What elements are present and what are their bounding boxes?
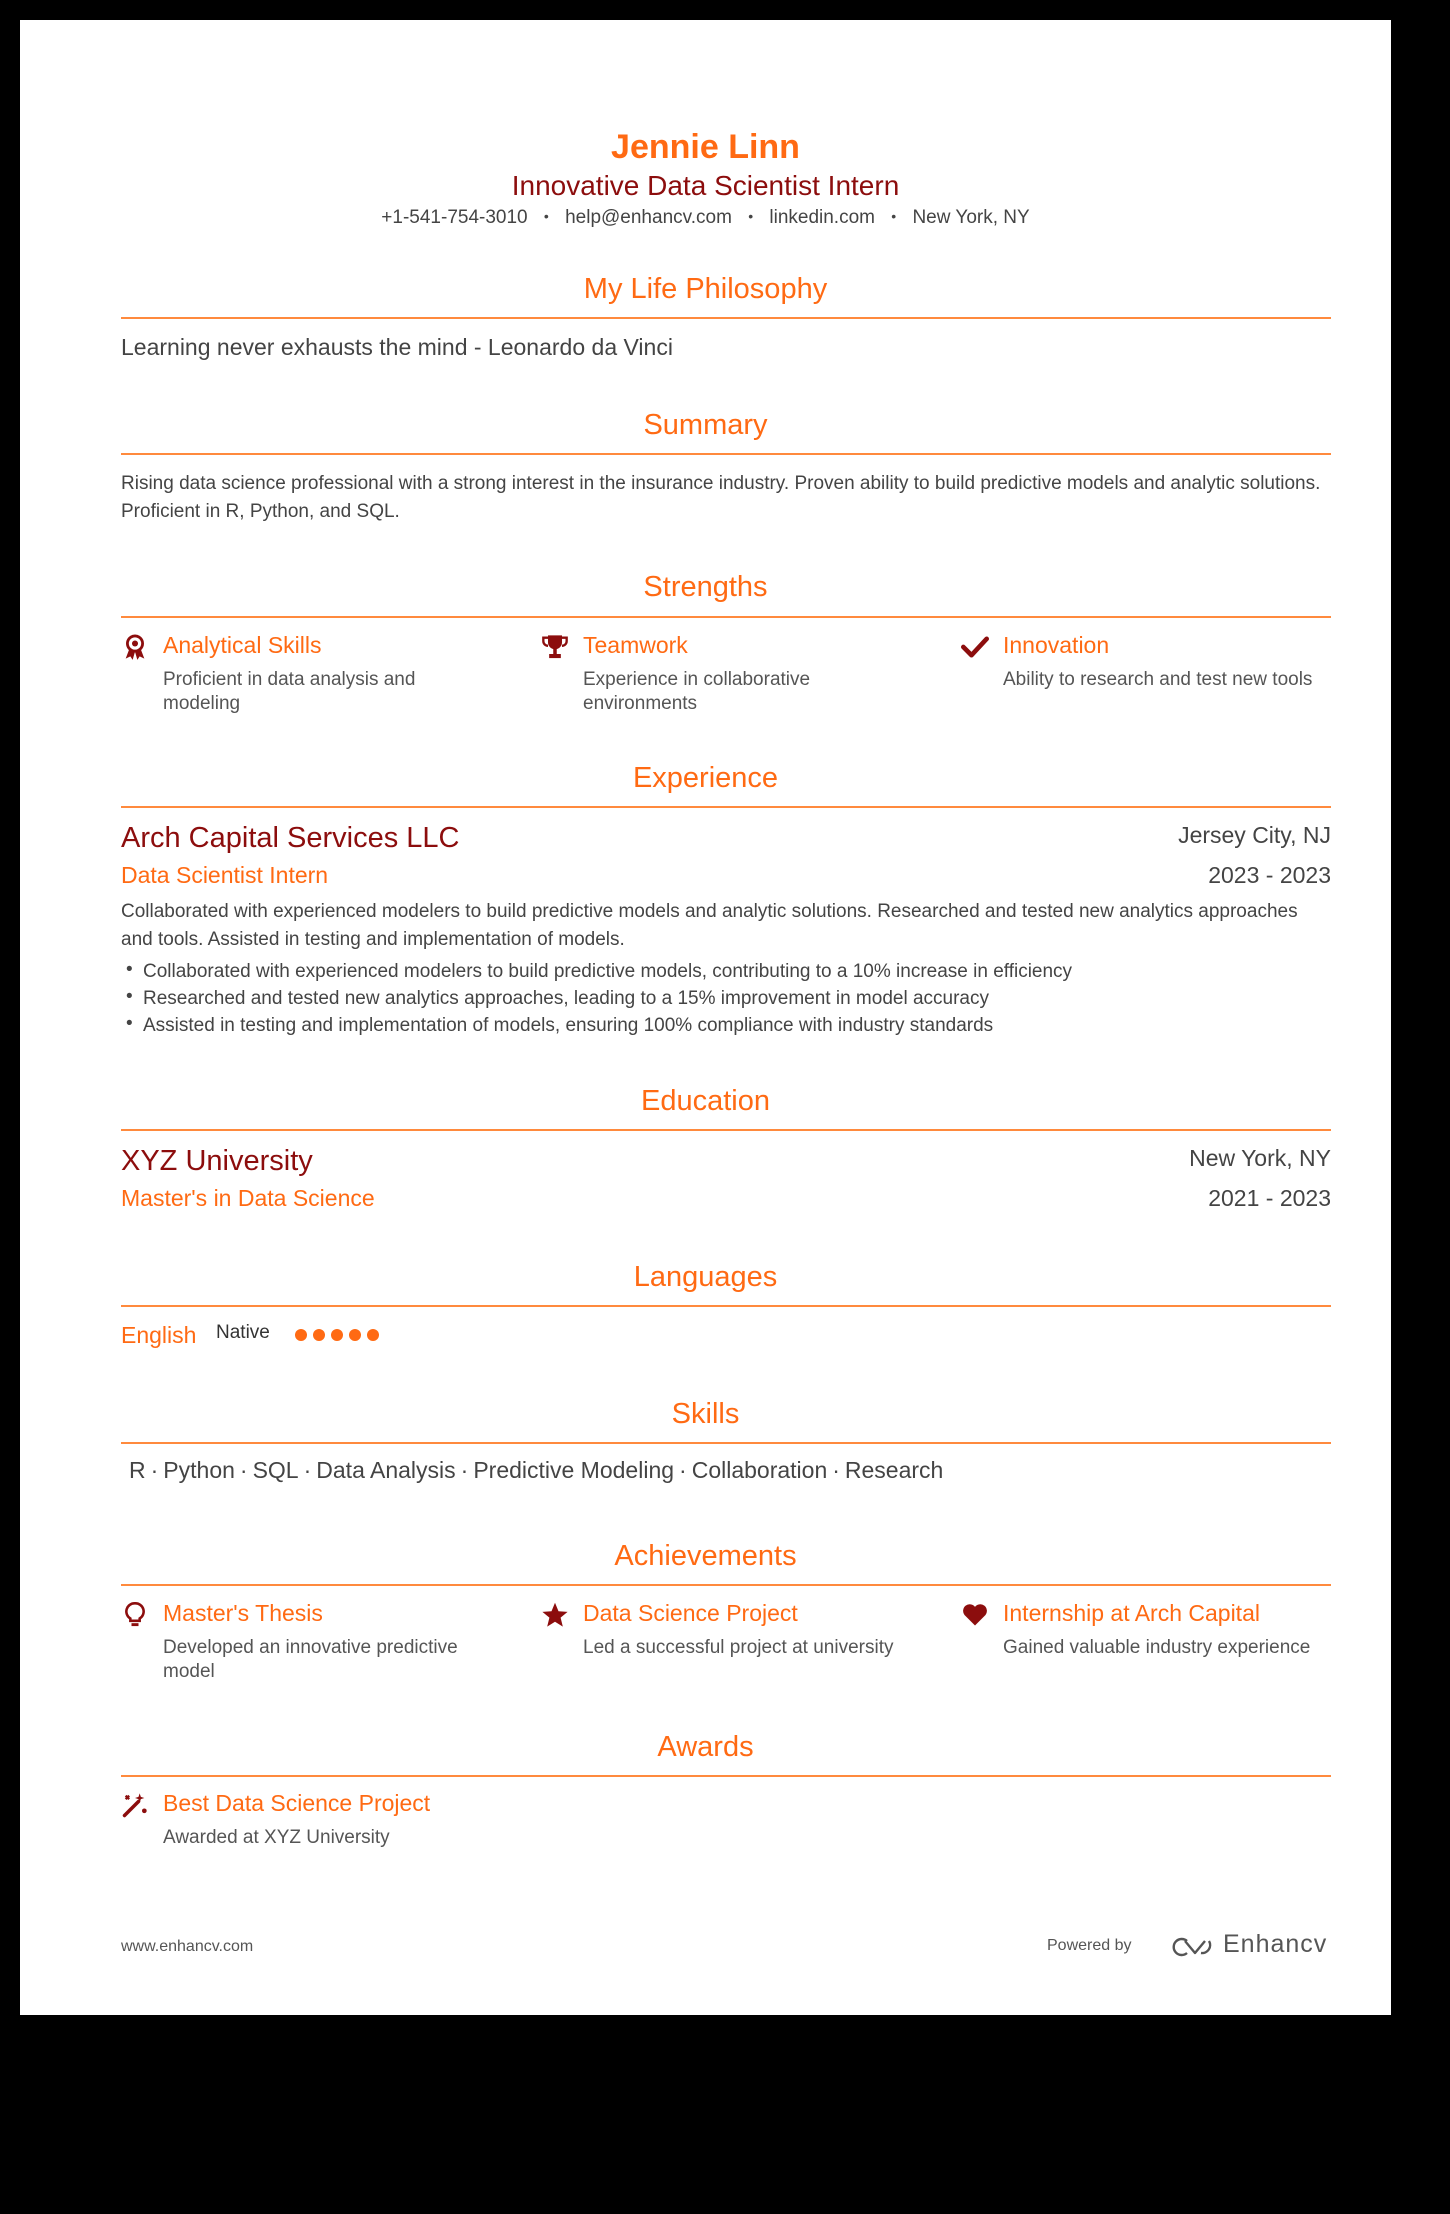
degree-name: Master's in Data Science [121, 1185, 375, 1211]
summary-text: Rising data science professional with a strong interest in the insurance industry. Proven ability to build predictive models and analytic solutions. Proficient in R, Python, and SQL. [121, 473, 1321, 522]
summary-heading: Summary [643, 409, 768, 441]
skill-item: SQL [252, 1457, 299, 1483]
contact-separator: • [748, 208, 754, 224]
enhancv-logo-icon [1167, 1935, 1215, 1959]
skill-item: Python [163, 1457, 235, 1483]
school-location: New York, NY [1189, 1145, 1331, 1171]
philosophy-quote: Learning never exhausts the mind - Leonardo da Vinci [121, 334, 673, 360]
rating-dot [313, 1329, 325, 1341]
skill-item: Data Analysis [316, 1457, 456, 1483]
skills-heading: Skills [671, 1398, 740, 1430]
experience-heading: Experience [632, 762, 779, 794]
company-location: Jersey City, NJ [1178, 822, 1331, 848]
skill-separator: · [303, 1457, 312, 1483]
wand-icon [121, 1791, 149, 1819]
achievement-desc: Developed an innovative predictive model [163, 1637, 458, 1682]
job-bullets [121, 958, 1331, 1039]
award-desc: Awarded at XYZ University [163, 1827, 390, 1848]
rating-dot [331, 1329, 343, 1341]
language-rating [295, 1328, 385, 1346]
skill-separator: · [832, 1457, 840, 1483]
achievement-title: Data Science Project [583, 1600, 798, 1626]
skill-item: Predictive Modeling [473, 1457, 675, 1483]
section-divider [121, 1129, 1331, 1131]
lightbulb-icon [121, 1601, 149, 1629]
skill-separator: · [460, 1457, 469, 1483]
skill-separator: · [239, 1457, 248, 1483]
job-role: Data Scientist Intern [121, 862, 329, 888]
strength-title: Teamwork [583, 632, 688, 658]
award-ribbon-icon [121, 633, 149, 661]
rating-dot [367, 1329, 379, 1341]
job-dates: 2023 - 2023 [1208, 862, 1331, 888]
philosophy-heading: My Life Philosophy [583, 273, 828, 305]
job-description: Collaborated with experienced modelers to build predictive models and analytic solutions. Researched and tested new analytics approaches and tools. Assisted in testing and implementation of models. [121, 901, 1298, 950]
powered-by-label: Powered by [1047, 1937, 1132, 1954]
job-bullet: • Collaborated with experienced modelers to build predictive models, contributing to a 10% increase in efficiency [121, 958, 1331, 985]
award-title: Best Data Science Project [163, 1790, 431, 1816]
awards-heading: Awards [657, 1731, 754, 1763]
rating-dot [349, 1329, 361, 1341]
section-divider [121, 1442, 1331, 1444]
skill-item: R [129, 1457, 146, 1483]
phone-text: +1-541-754-3010 [381, 207, 528, 228]
trophy-icon [541, 633, 569, 661]
strength-title: Analytical Skills [163, 632, 322, 658]
footer-url[interactable]: www.enhancv.com [121, 1938, 254, 1955]
skills-list [129, 1457, 943, 1484]
section-divider [121, 453, 1331, 455]
school-name: XYZ University [121, 1145, 313, 1177]
achievements-heading: Achievements [614, 1540, 797, 1572]
email-link[interactable]: help@enhancv.com [565, 207, 732, 228]
strength-title: Innovation [1003, 632, 1110, 658]
strength-desc: Ability to research and test new tools [1003, 669, 1313, 690]
strength-desc: Proficient in data analysis and modeling [163, 669, 416, 714]
enhancv-brand: Enhancv [1223, 1930, 1328, 1958]
section-divider [121, 1775, 1331, 1777]
education-heading: Education [641, 1085, 770, 1117]
star-icon [541, 1601, 569, 1629]
linkedin-link[interactable]: linkedin.com [769, 207, 875, 228]
candidate-name: Jennie Linn [611, 128, 800, 166]
rating-dot [295, 1329, 307, 1341]
section-divider [121, 1584, 1331, 1586]
section-divider [121, 1305, 1331, 1307]
contact-separator: • [891, 208, 897, 224]
language-name: English [121, 1322, 197, 1348]
language-level: Native [216, 1322, 270, 1343]
section-divider [121, 616, 1331, 618]
languages-heading: Languages [633, 1261, 778, 1293]
skill-item: Research [844, 1457, 944, 1483]
skill-separator: · [679, 1457, 687, 1483]
strength-desc: Experience in collaborative environments [583, 669, 811, 714]
skill-item: Collaboration [691, 1457, 828, 1483]
education-dates: 2021 - 2023 [1208, 1185, 1331, 1211]
strengths-heading: Strengths [643, 571, 768, 603]
heart-icon [961, 1601, 989, 1629]
contact-line [20, 207, 1391, 229]
section-divider [121, 317, 1331, 319]
job-bullet: • Assisted in testing and implementation of models, ensuring 100% compliance with industry standards [121, 1012, 1331, 1039]
location-text: New York, NY [912, 207, 1030, 228]
company-name: Arch Capital Services LLC [121, 822, 460, 854]
section-divider [121, 806, 1331, 808]
achievement-desc: Gained valuable industry experience [1003, 1637, 1311, 1658]
achievement-desc: Led a successful project at university [583, 1637, 894, 1658]
skill-separator: · [150, 1457, 159, 1483]
achievement-title: Master's Thesis [163, 1600, 323, 1626]
checkmark-icon [961, 633, 989, 661]
job-bullet: • Researched and tested new analytics approaches, leading to a 15% improvement in model accuracy [121, 985, 1331, 1012]
achievement-title: Internship at Arch Capital [1003, 1600, 1260, 1626]
candidate-title: Innovative Data Scientist Intern [511, 170, 900, 201]
resume-page [20, 20, 1391, 2015]
contact-separator: • [543, 208, 549, 224]
